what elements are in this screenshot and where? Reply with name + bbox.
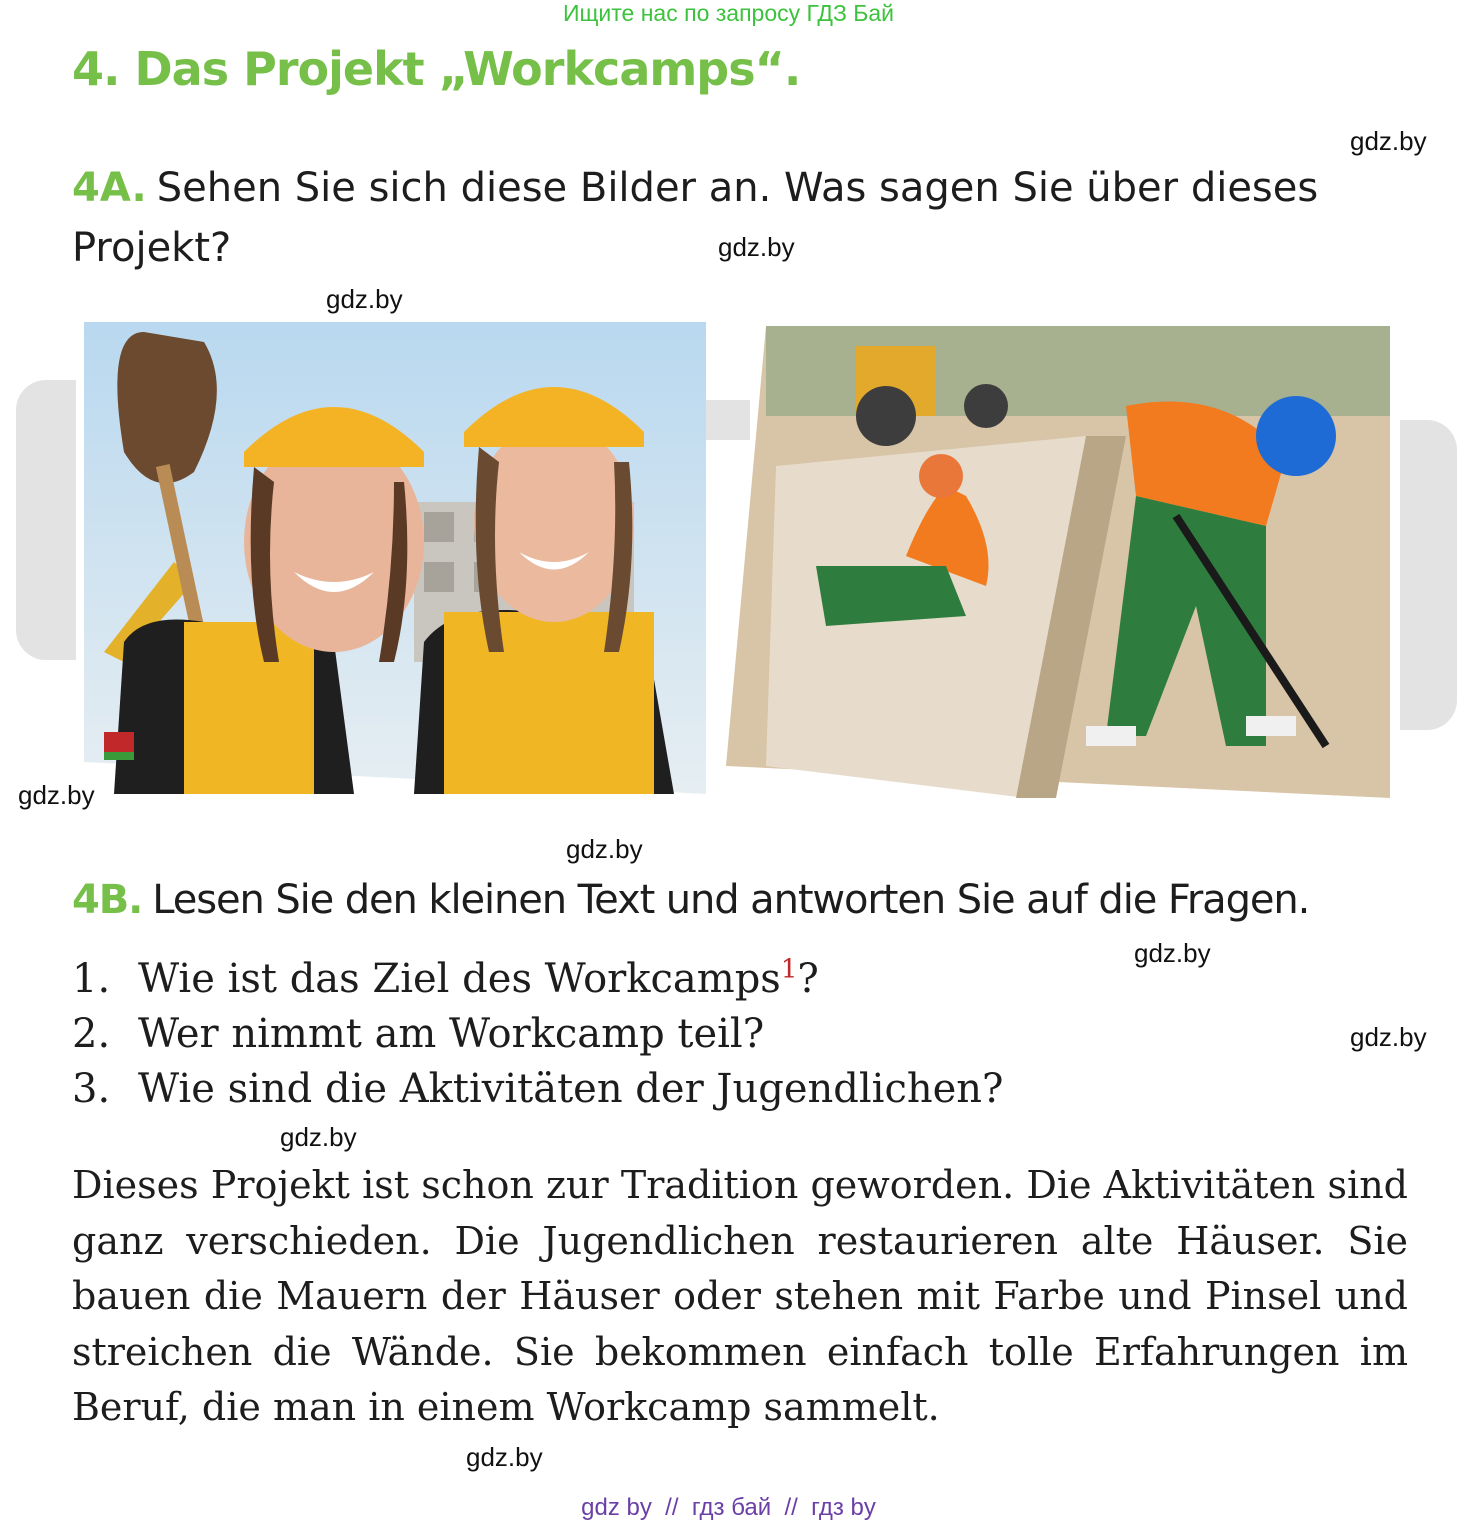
top-banner[interactable]: Ищите нас по запросу ГДЗ Бай (562, 0, 895, 26)
question-number: 2. (72, 1011, 111, 1057)
watermark: gdz.by (326, 284, 403, 314)
watermark: gdz.by (280, 1122, 357, 1152)
question-text: Wie sind die Aktivitäten der Jugendlichen? (138, 1066, 1004, 1112)
question-text: Wie ist das Ziel des Workcamps$^1$? (138, 954, 819, 1002)
question-number: 3. (72, 1066, 111, 1112)
watermark: gdz.by (718, 232, 795, 262)
watermark: gdz.by (466, 1442, 543, 1472)
question-item (72, 1007, 1272, 1062)
decor-left-shape (16, 380, 76, 660)
photo-workers-illustration (726, 326, 1390, 798)
footnote-marker: 1 (780, 954, 798, 985)
reading-text: Dieses Projekt ist schon zur Tradition geworden. Die Aktivitäten sind ganz verschieden. Die Jugendlichen restaurieren alte Häuser. Sie bauen die Mauern der Häuser oder stehen mit Farbe und Pinsel und streichen die Wände. Sie bekommen einfach tolle Erfahrungen im Beruf, die man in einem Workcamp sammelt. (72, 1163, 1408, 1429)
watermark: gdz.by (1350, 1022, 1427, 1052)
task-4b-text: Lesen Sie den kleinen Text und antworten Sie auf die Fragen. (152, 877, 1310, 923)
task-4b-number: 4B. (72, 877, 143, 923)
watermark: gdz.by (1350, 126, 1427, 156)
question-list (72, 952, 1272, 1117)
section-title: 4. Das Projekt „Workcamps“. (72, 42, 801, 96)
task-4b (72, 870, 1412, 930)
question-item (72, 952, 1272, 1007)
question-text: Wer nimmt am Workcamp teil? (138, 1011, 765, 1057)
task-4a-number: 4A. (72, 165, 147, 211)
watermark: gdz.by (18, 780, 95, 810)
watermark: gdz.by (1134, 938, 1211, 968)
task-4a-text: Sehen Sie sich diese Bilder an. Was sagen Sie über dieses Projekt? (72, 165, 1319, 271)
photo-construction-workers (726, 326, 1390, 798)
photo-girls-hardhats (84, 322, 706, 794)
question-number: 1. (72, 956, 111, 1002)
photo-girls-illustration (84, 322, 706, 794)
decor-right-shape (1400, 420, 1457, 730)
question-item (72, 1062, 1272, 1117)
footer-links[interactable]: gdz by // гдз бай // гдз by (581, 1494, 876, 1521)
watermark: gdz.by (566, 834, 643, 864)
